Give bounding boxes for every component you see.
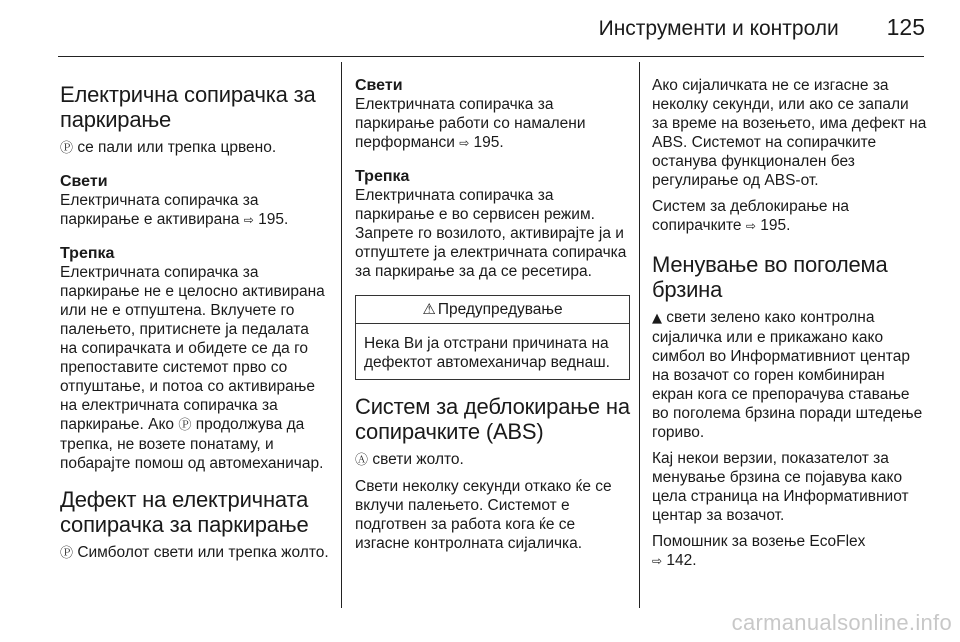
paragraph-service-mode: Електричната сопирачка за паркирање е во сервисен режим. Запрете го возилото, активирајте ја и отпуштете ја електричната сопирачка за паркирање за да се ресетира. [355,187,627,280]
watermark: carmanualsonline.info [731,610,952,635]
page-number: 125 [886,14,925,40]
column-3 [652,62,927,578]
paragraph-upshift-versions: Кај некои верзии, показателот за менување брзина се појавува како цела страница на Информативниот центар за возачот. [652,450,909,524]
page-ref-arrow-icon: ⇨ [652,554,663,568]
paragraph-abs-detail: Свети неколку секунди откако ќе се вклучи палењето. Системот е подготвен за работа кога ќе се изгасне контролната сијаличка. [355,478,612,552]
page-ref[interactable]: 195. [253,211,289,228]
header-rule [58,56,924,57]
paragraph-abs-ref: Систем за деблокирање на сопирачките ⇨ 195. [652,198,850,234]
paragraph-reduced-performance: Електричната сопирачка за паркирање работи со намалени перформанси ⇨ 195. [355,96,586,151]
warning-text: Нека Ви ја отстрани причината на дефектот автомеханичар веднаш. [364,335,610,371]
section-heading-abs: Систем за деблокирање на сопирачките (ABS) [355,394,630,444]
subheading-flashing: Трепка [355,168,410,185]
column-separator-2 [639,62,640,608]
header-title: Инструменти и контроли [598,17,839,40]
subheading-flashing: Трепка [60,245,115,262]
paragraph-upshift: ▲ свети зелено како контролна сијаличка или е прикажано како симбол во Информативниот центар на возачот со горен комбиниран екран кога се препорачува ставање во поголема брзина поради штедење гориво. [652,309,923,441]
intro-paragraph: Ⓟ се пали или трепка црвено. [60,139,277,156]
column-separator-1 [341,62,342,608]
column-2 [355,62,630,560]
warning-triangle-icon: ⚠ [422,300,436,318]
paragraph-lit: Електричната сопирачка за паркирање е активирана ⇨ 195. [60,192,289,228]
paragraph-abs-fault: Ако сијаличката не се изгасне за неколку секунди, или ако се запали за време на возењето, има дефект на ABS. Системот на сопирачките останува функционален без регулирање од ABS-от. [652,77,927,189]
section-heading-upshift: Менување во поголема брзина [652,252,888,302]
upshift-arrow-icon: ▲ [652,311,662,326]
section-heading-parking-brake-fault: Дефект на електричната сопирачка за паркирање [60,487,309,537]
page-ref[interactable]: 195. [469,134,504,151]
page-ref-arrow-icon: ⇨ [243,213,254,227]
column-1 [60,62,330,570]
subheading-lit: Свети [60,173,108,190]
paragraph-ecoflex: Помошник за возење EcoFlex ⇨ 142. [652,533,866,569]
paragraph-fault: Ⓟ Симболот свети или трепка жолто. [60,544,329,561]
parking-brake-icon: Ⓟ [178,418,192,433]
warning-header [356,296,629,324]
page-ref[interactable]: 142. [662,552,697,569]
paragraph-abs-lit: Ⓐ свети жолто. [355,451,464,468]
subheading-lit: Свети [355,77,403,94]
abs-icon: Ⓐ [355,453,369,468]
section-heading-parking-brake: Електрична сопирачка за паркирање [60,82,316,132]
warning-box [355,295,630,380]
brake-fault-icon: Ⓟ [60,546,74,561]
parking-brake-icon: Ⓟ [60,141,74,156]
paragraph-flashing: Електричната сопирачка за паркирање не е целосно активирана или не е отпуштена. Вклучете го палењето, притиснете ја педалата на сопирачката и обидете се да го препоставите системот прво со отпуштање, и потоа со активирање на електричната сопирачка за паркирање. Ако Ⓟ продолжува да трепка, не возете понатаму, и побарајте помош од автомеханичар. [60,264,325,472]
page-ref[interactable]: 195. [755,217,791,234]
page-header [0,14,925,50]
page-ref-arrow-icon: ⇨ [459,136,470,150]
warning-title: Предупредување [437,301,563,318]
page-ref-arrow-icon: ⇨ [745,219,756,233]
